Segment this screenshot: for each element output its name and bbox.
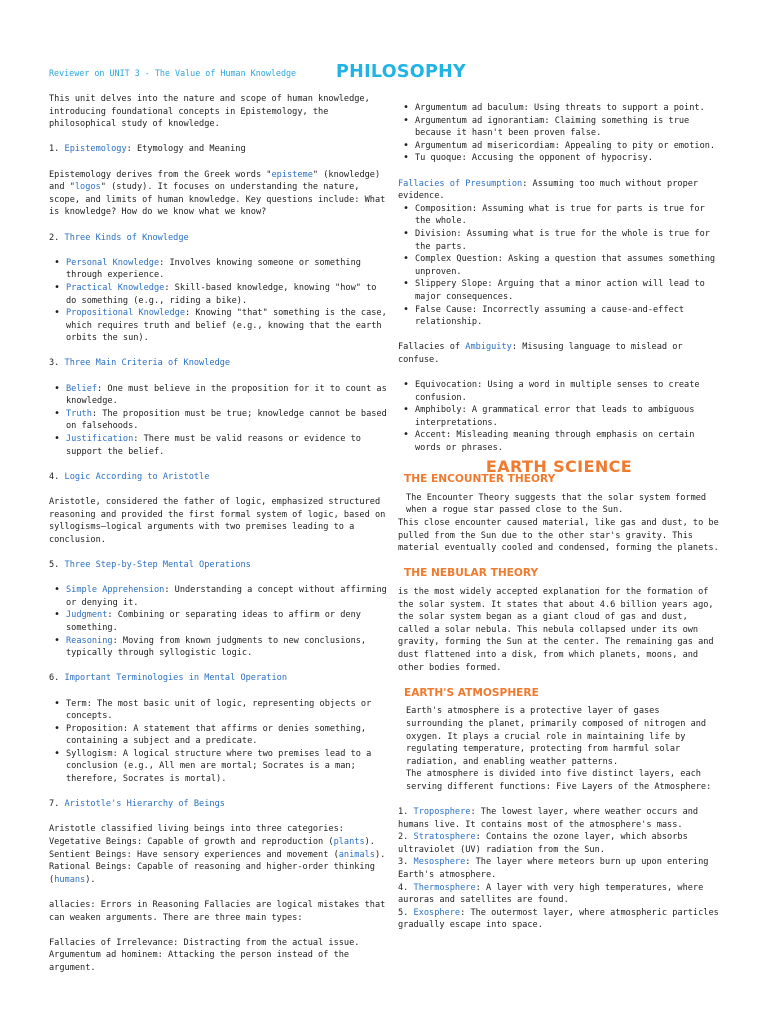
epistemology-paragraph bbox=[49, 169, 389, 219]
section-title: Aristotle's Hierarchy of Beings bbox=[64, 799, 225, 810]
section-num: 7. bbox=[49, 799, 65, 810]
term: Belief bbox=[66, 383, 98, 394]
hierarchy-intro: Aristotle classified living beings into three categories: bbox=[49, 824, 344, 835]
layer-name: Stratosphere bbox=[413, 832, 476, 843]
irrelevance-list bbox=[398, 102, 720, 165]
text-part: Fallacies of bbox=[398, 342, 466, 353]
layer-desc: : Contains the ozone layer, which absorbs ultraviolet (UV) radiation from the Sun. bbox=[398, 832, 688, 855]
term: Practical Knowledge bbox=[66, 282, 165, 293]
section-7-heading bbox=[49, 798, 389, 811]
layer-line bbox=[398, 856, 720, 881]
list-item: • Equivocation: Using a word in multiple senses to create confusion. bbox=[398, 379, 720, 404]
text-part: ). bbox=[85, 874, 96, 885]
layer-num: 3. bbox=[398, 857, 414, 868]
encounter-paragraph-1: The Encounter Theory suggests that the solar system formed when a rogue star passed close to the Sun. bbox=[406, 492, 707, 516]
list-item: • Proposition: A statement that affirms or denies something, containing a subject and a predicate. bbox=[49, 723, 389, 748]
definition: : Moving from known judgments to new conclusions, typically through syllogistic logic. bbox=[66, 635, 367, 659]
list-item: • Tu quoque: Accusing the opponent of hypocrisy. bbox=[398, 152, 720, 165]
definition: : One must believe in the proposition for it to count as knowledge. bbox=[66, 383, 387, 407]
term: Propositional Knowledge bbox=[66, 308, 185, 319]
mental-operations-list bbox=[49, 584, 389, 660]
section-title: Important Terminologies in Mental Operation bbox=[64, 673, 288, 684]
term: Judgment bbox=[66, 610, 108, 621]
right-column bbox=[398, 102, 720, 932]
layer-name: Troposphere bbox=[413, 807, 471, 818]
list-item: • Slippery Slope: Arguing that a minor action will lead to major consequences. bbox=[398, 278, 720, 303]
irrelevance-heading: Fallacies of Irrelevance: Distracting from the actual issue. bbox=[49, 937, 360, 948]
definition: : The proposition must be true; knowledge cannot be based on falsehoods. bbox=[66, 408, 387, 432]
presumption-heading bbox=[398, 178, 720, 203]
list-item: • Composition: Assuming what is true for parts is true for the whole. bbox=[398, 203, 720, 228]
layer-line bbox=[398, 882, 720, 907]
section-num: 4. bbox=[49, 471, 65, 482]
definition: : Combining or separating ideas to affirm or deny something. bbox=[66, 610, 361, 633]
term: Justification bbox=[66, 434, 134, 445]
list-item bbox=[49, 383, 389, 408]
list-item: • Argumentum ad misericordiam: Appealing to pity or emotion. bbox=[398, 140, 720, 153]
list-item bbox=[49, 307, 389, 345]
section-num: 3. bbox=[49, 358, 65, 369]
philosophy-title: PHILOSOPHY bbox=[336, 62, 467, 82]
atmosphere-paragraph-1: Earth's atmosphere is a protective layer of gases surrounding the planet, primarily composed of nitrogen and oxygen. It plays a crucial role in maintaining life by regulating temperature, protecting from harmful solar radiation, and enabling weather patterns. bbox=[406, 706, 707, 767]
layer-desc: : The lowest layer, where weather occurs and humans live. It contains most of the atmosphere's mass. bbox=[398, 807, 699, 830]
atmosphere-paragraph-2: The atmosphere is divided into five distinct layers, each serving different functions: Five Layers of the Atmosphere: bbox=[406, 769, 712, 792]
list-item: • Accent: Misleading meaning through emphasis on certain words or phrases. bbox=[398, 429, 720, 454]
layer-desc: : A layer with very high temperatures, where auroras and satellites are found. bbox=[398, 882, 704, 906]
list-item: • False Cause: Incorrectly assuming a cause-and-effect relationship. bbox=[398, 304, 720, 329]
text-part: " (study). It focuses on understanding the nature, scope, and limits of human knowledge. Key questions include: What is knowledge? How do we know what we know? bbox=[49, 182, 386, 218]
nebular-paragraph: is the most widely accepted explanation for the formation of the solar system. It states that about 4.6 billion years ago, the solar system began as a giant cloud of gas and dust, called a solar nebula. This nebula collapsed under its own gravity, forming the Sun at the center. The remaining gas and dust flattened into a disk, from which planets, moons, and other bodies formed. bbox=[398, 586, 714, 673]
text-part: " (knowledge) and " bbox=[49, 169, 381, 193]
section-title-rest: : Etymology and Meaning bbox=[126, 144, 246, 155]
section-2-heading bbox=[49, 232, 389, 245]
reviewer-heading: Reviewer on UNIT 3 - The Value of Human Knowledge bbox=[49, 68, 297, 78]
section-num: 2. bbox=[49, 232, 65, 243]
layer-num: 2. bbox=[398, 832, 414, 843]
list-item bbox=[49, 433, 389, 458]
layer-name: Mesosphere bbox=[413, 857, 466, 868]
list-item: • Term: The most basic unit of logic, representing objects or concepts. bbox=[49, 698, 389, 723]
layer-desc: : The outermost layer, where atmospheric particles gradually escape into space. bbox=[398, 907, 719, 931]
definition: : Assuming too much without proper evidence. bbox=[398, 178, 699, 202]
section-5-heading bbox=[49, 559, 389, 572]
ambiguity-list bbox=[398, 379, 720, 455]
left-column bbox=[49, 93, 389, 975]
term: Reasoning bbox=[66, 635, 113, 646]
term: Personal Knowledge bbox=[66, 257, 160, 268]
section-3-heading bbox=[49, 357, 389, 370]
definition: : Understanding a concept without affirming or denying it. bbox=[66, 585, 387, 608]
definition: : Skill-based knowledge, knowing "how" to do something (e.g., riding a bike). bbox=[66, 282, 377, 306]
text-part: ). bbox=[364, 837, 375, 848]
atmosphere-title: EARTH'S ATMOSPHERE bbox=[404, 686, 539, 699]
section-6-heading bbox=[49, 672, 389, 685]
term: plants bbox=[333, 837, 365, 848]
encounter-paragraph-2: This close encounter caused material, like gas and dust, to be pulled from the Sun due to the other star's gravity. This material eventually cooled and condensed, forming the planets. bbox=[398, 518, 719, 554]
section-num: 6. bbox=[49, 673, 65, 684]
list-item: • Argumentum ad baculum: Using threats to support a point. bbox=[398, 102, 720, 115]
earth-science-title: EARTH SCIENCE bbox=[485, 456, 633, 476]
list-item bbox=[49, 584, 389, 609]
term: animals bbox=[338, 849, 375, 860]
presumption-list bbox=[398, 203, 720, 329]
layer-line bbox=[398, 806, 720, 831]
knowledge-kinds-list bbox=[49, 257, 389, 345]
hierarchy-line bbox=[49, 849, 389, 862]
text-part: Epistemology derives from the Greek words " bbox=[49, 169, 272, 180]
terminologies-list bbox=[49, 698, 389, 786]
ambiguity-heading bbox=[398, 341, 720, 366]
layer-num: 4. bbox=[398, 882, 414, 893]
intro-paragraph: This unit delves into the nature and scope of human knowledge, introducing foundational concepts in Epistemology, the philosophical study of knowledge. bbox=[49, 94, 370, 130]
section-num: 1. bbox=[49, 144, 65, 155]
term: Fallacies of Presumption bbox=[398, 178, 523, 189]
section-title: Epistemology bbox=[64, 144, 127, 155]
list-item bbox=[49, 257, 389, 282]
text-part: Vegetative Beings: Capable of growth and reproduction ( bbox=[49, 837, 334, 848]
list-item: • Amphiboly: A grammatical error that leads to ambiguous interpretations. bbox=[398, 404, 720, 429]
ad-hominem-line: Argumentum ad hominem: Attacking the person instead of the argument. bbox=[49, 950, 350, 973]
list-item bbox=[49, 609, 389, 634]
list-item: • Argumentum ad ignorantiam: Claiming something is true because it hasn't been proven false. bbox=[398, 115, 720, 140]
term: Simple Apprehension bbox=[66, 585, 165, 596]
section-4-heading bbox=[49, 471, 389, 484]
layer-line bbox=[398, 831, 720, 856]
term-logos: logos bbox=[74, 182, 101, 193]
section-1-heading bbox=[49, 143, 389, 156]
layer-name: Thermosphere bbox=[413, 882, 476, 893]
term: Ambiguity bbox=[465, 342, 512, 353]
definition: : There must be valid reasons or evidence to support the belief. bbox=[66, 434, 361, 457]
layer-num: 1. bbox=[398, 807, 414, 818]
term-episteme: episteme bbox=[271, 169, 313, 180]
layer-desc: : The layer where meteors burn up upon entering Earth's atmosphere. bbox=[398, 857, 709, 881]
list-item bbox=[49, 408, 389, 433]
encounter-theory-title: THE ENCOUNTER THEORY bbox=[404, 473, 556, 486]
definition: : Involves knowing someone or something through experience. bbox=[66, 257, 361, 281]
list-item bbox=[49, 635, 389, 660]
section-num: 5. bbox=[49, 559, 65, 570]
hierarchy-line bbox=[49, 861, 389, 886]
layer-line bbox=[398, 907, 720, 932]
definition: : Misusing language to mislead or confuse. bbox=[398, 342, 683, 365]
section-title: Three Step-by-Step Mental Operations bbox=[64, 559, 251, 570]
fallacies-intro: allacies: Errors in Reasoning Fallacies are logical mistakes that can weaken arguments. There are three main types: bbox=[49, 900, 386, 923]
nebular-theory-title: THE NEBULAR THEORY bbox=[404, 567, 539, 580]
list-item: • Syllogism: A logical structure where two premises lead to a conclusion (e.g., All men are mortal; Socrates is a man; therefore, Socrates is mortal). bbox=[49, 748, 389, 786]
aristotle-logic-paragraph: Aristotle, considered the father of logic, emphasized structured reasoning and provided the first formal system of logic, based on syllogisms—logical arguments with two premises leading to a conclusion. bbox=[49, 497, 386, 545]
section-title: Three Main Criteria of Knowledge bbox=[64, 358, 231, 369]
layer-num: 5. bbox=[398, 907, 414, 918]
term: humans bbox=[54, 874, 86, 885]
section-title: Three Kinds of Knowledge bbox=[64, 232, 189, 243]
layer-name: Exosphere bbox=[413, 907, 461, 918]
list-item bbox=[49, 282, 389, 307]
text-part: Rational Beings: Capable of reasoning and higher-order thinking ( bbox=[49, 862, 375, 885]
section-title: Logic According to Aristotle bbox=[64, 471, 210, 482]
list-item: • Division: Assuming what is true for the whole is true for the parts. bbox=[398, 228, 720, 253]
term: Truth bbox=[66, 408, 92, 419]
hierarchy-line bbox=[49, 836, 389, 849]
definition: : Knowing "that" something is the case, which requires truth and belief (e.g., knowing that the earth orbits the sun). bbox=[66, 308, 387, 344]
list-item: • Complex Question: Asking a question that assumes something unproven. bbox=[398, 253, 720, 278]
criteria-list bbox=[49, 383, 389, 459]
text-part: ). bbox=[374, 849, 386, 860]
text-part: Sentient Beings: Have sensory experiences and movement ( bbox=[49, 849, 339, 860]
